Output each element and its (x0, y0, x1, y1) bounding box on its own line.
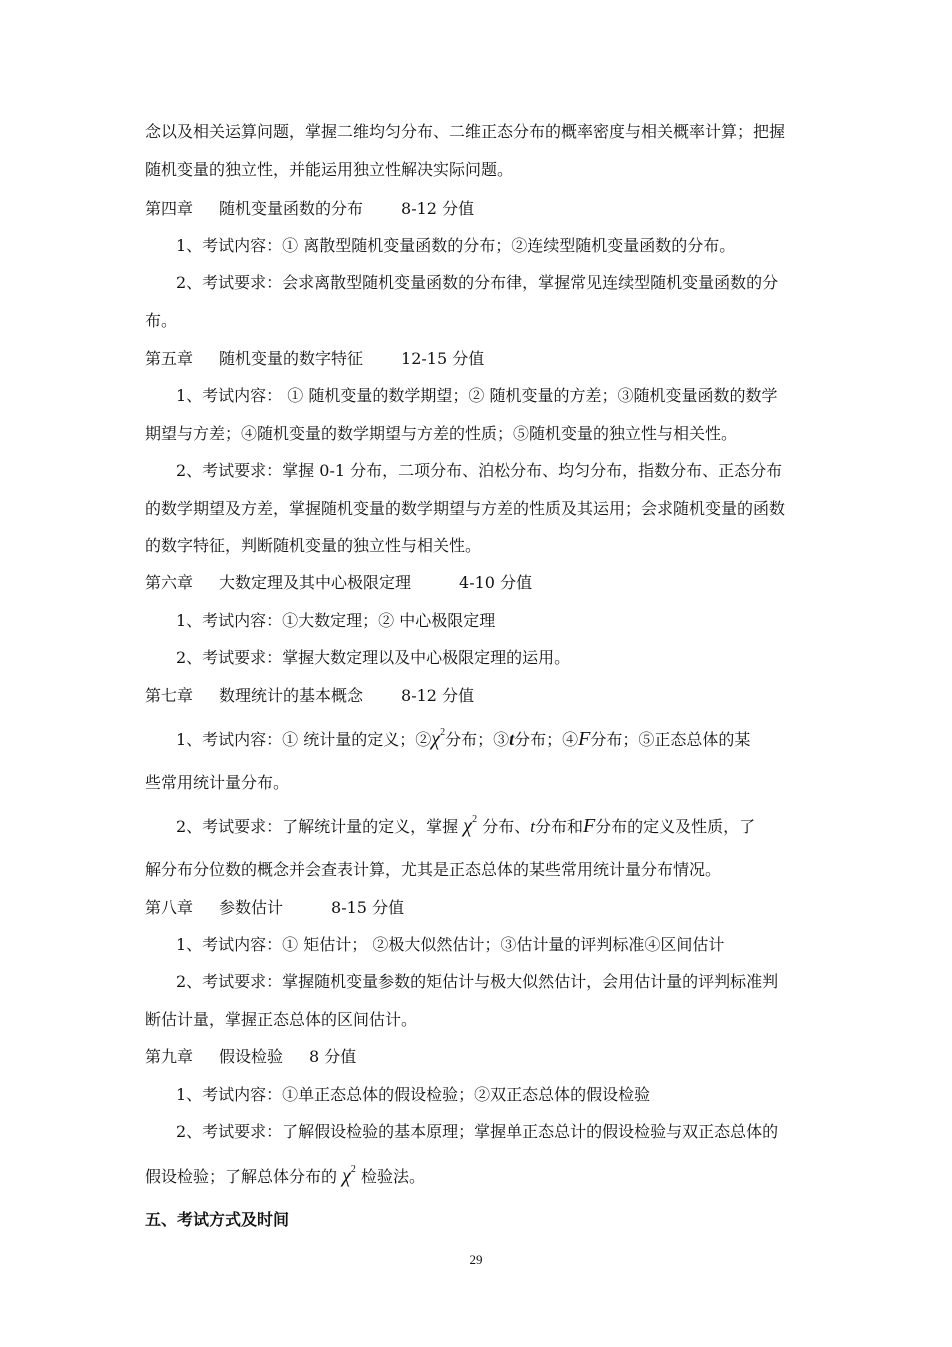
exam-content: 1、考试内容：① 离散型随机变量函数的分布；②连续型随机变量函数的分布。 (176, 236, 736, 255)
paragraph-line: 布。 (145, 311, 178, 330)
paragraph-line (145, 1166, 425, 1190)
chapter-title: 第五章 (145, 349, 194, 368)
superscript: 2 (472, 814, 478, 825)
chapter-name: 随机变量函数的分布 (219, 199, 364, 218)
chi-square-symbol (463, 815, 477, 837)
text-run: 分布；④ (514, 730, 579, 749)
paragraph-line: 的数学期望及方差，掌握随机变量的数学期望与方差的性质及其运用；会求随机变量的函数 (145, 499, 786, 518)
exam-requirement: 2、考试要求：会求离散型随机变量函数的分布律，掌握常见连续型随机变量函数的分 (176, 273, 779, 292)
chapter-title: 第四章 (145, 199, 194, 218)
text-run: 分布的定义及性质，了 (595, 817, 756, 836)
chapter-title: 第七章 (145, 686, 194, 705)
text-run: 1、考试内容：① 统计量的定义；② (176, 730, 432, 749)
superscript: 2 (440, 727, 446, 738)
chapter-4-heading (145, 199, 474, 219)
chapter-name: 假设检验 (219, 1047, 284, 1066)
f-symbol: F (582, 815, 596, 837)
exam-content: 1、考试内容：①大数定理；② 中心极限定理 (176, 611, 496, 630)
exam-content: 1、考试内容：① 矩估计； ②极大似然估计；③估计量的评判标准④区间估计 (176, 935, 725, 954)
f-symbol: F (578, 728, 591, 750)
chapter-name: 参数估计 (219, 898, 284, 917)
chapter-9-heading (145, 1047, 356, 1067)
chapter-score: 8 分值 (309, 1047, 357, 1066)
paragraph-line: 随机变量的独立性，并能运用独立性解决实际问题。 (145, 160, 514, 179)
page-number: 29 (469, 1252, 483, 1267)
text-run: 分布；⑤正态总体的某 (590, 730, 751, 749)
chapter-score: 12-15 分值 (401, 349, 485, 368)
chapter-8-heading (145, 898, 404, 918)
chapter-score: 4-10 分值 (459, 573, 533, 592)
chapter-score: 8-15 分值 (331, 898, 405, 917)
text-run: 分布；③ (445, 730, 510, 749)
exam-content: 1、考试内容： ① 随机变量的数学期望；② 随机变量的方差；③随机变量函数的数学 (176, 386, 778, 405)
paragraph-line: 断估计量，掌握正态总体的区间估计。 (145, 1010, 418, 1029)
chapter-5-heading (145, 349, 484, 369)
paragraph-line: 念以及相关运算问题，掌握二维均匀分布、二维正态分布的概率密度与相关概率计算；把握 (145, 122, 786, 141)
chapter-title: 第六章 (145, 573, 194, 592)
chapter-name: 大数定理及其中心极限定理 (219, 573, 412, 592)
superscript: 2 (350, 1164, 356, 1175)
chapter-score: 8-12 分值 (401, 686, 475, 705)
text-run: 假设检验；了解总体分布的 (145, 1167, 338, 1186)
text-run: 检验法。 (361, 1167, 426, 1186)
chapter-title: 第八章 (145, 898, 194, 917)
chi-letter: χ (431, 728, 441, 750)
section-heading: 五、考试方式及时间 (145, 1210, 290, 1229)
t-symbol: t (509, 729, 515, 749)
t-symbol: t (530, 817, 535, 836)
chapter-name: 数理统计的基本概念 (219, 686, 364, 705)
exam-requirement: 2、考试要求：掌握 0-1 分布，二项分布、泊松分布、均匀分布，指数分布、正态分布 (176, 461, 783, 480)
exam-content (176, 729, 750, 753)
paragraph-line: 期望与方差；④随机变量的数学期望与方差的性质；⑤随机变量的独立性与相关性。 (145, 424, 738, 443)
chi-letter: χ (463, 815, 473, 837)
chapter-score: 8-12 分值 (401, 199, 475, 218)
exam-requirement: 2、考试要求：了解假设检验的基本原理；掌握单正态总计的假设检验与双正态总体的 (176, 1122, 779, 1141)
exam-content: 1、考试内容：①单正态总体的假设检验；②双正态总体的假设检验 (176, 1085, 651, 1104)
chapter-title: 第九章 (145, 1047, 194, 1066)
exam-requirement: 2、考试要求：掌握大数定理以及中心极限定理的运用。 (176, 648, 571, 667)
text-run: 分布和 (534, 817, 583, 836)
chapter-name: 随机变量的数字特征 (219, 349, 364, 368)
paragraph-line: 解分布分位数的概念并会查表计算，尤其是正态总体的某些常用统计量分布情况。 (145, 860, 722, 879)
chapter-6-heading (145, 573, 532, 593)
chi-square-symbol (342, 1165, 356, 1187)
paragraph-line: 些常用统计量分布。 (145, 773, 290, 792)
text-run: 分布、 (482, 817, 531, 836)
exam-requirement (176, 816, 755, 840)
chi-letter: χ (342, 1165, 351, 1187)
chapter-7-heading (145, 686, 474, 706)
paragraph-line: 的数字特征，判断随机变量的独立性与相关性。 (145, 536, 482, 555)
exam-requirement: 2、考试要求：掌握随机变量参数的矩估计与极大似然估计，会用估计量的评判标准判 (176, 972, 779, 991)
text-run: 2、考试要求：了解统计量的定义，掌握 (176, 817, 459, 836)
chi-square-symbol (431, 728, 445, 750)
